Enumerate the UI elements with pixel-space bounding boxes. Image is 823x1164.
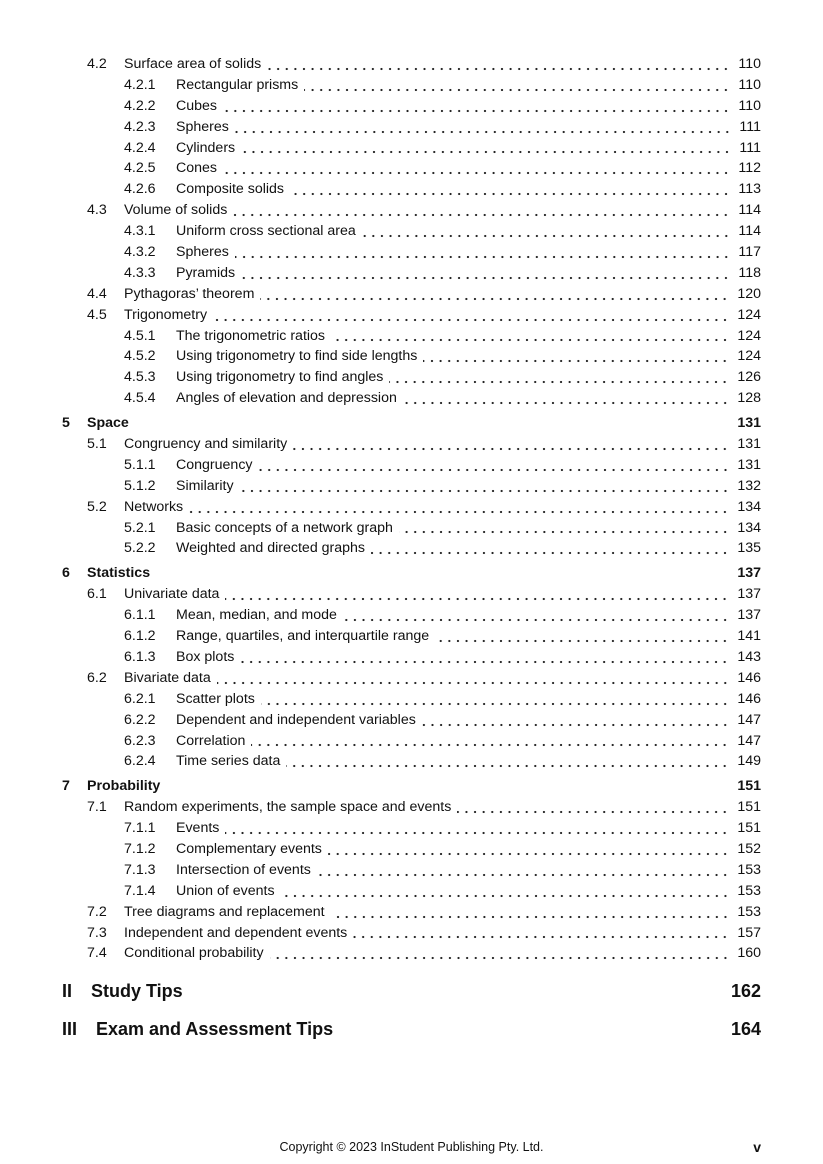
toc-entry-page-number: 153 — [737, 861, 761, 878]
toc-entry-page-number: 151 — [737, 799, 761, 816]
toc-entry-title: Cones — [176, 160, 218, 177]
dot-leader — [240, 476, 730, 497]
part-page-number: 164 — [730, 1019, 761, 1039]
toc-entry-page-number: 153 — [737, 903, 761, 920]
toc-entry-title: Random experiments, the sample space and events — [124, 799, 452, 816]
toc-entry-number: 4.2 — [87, 56, 107, 72]
toc-entry-title: Box plots — [176, 648, 235, 665]
toc-entry-title: Congruency — [176, 456, 253, 473]
toc-entry-number: 7.3 — [87, 924, 107, 941]
dot-leader — [223, 158, 730, 179]
page-footer — [0, 1138, 823, 1156]
toc-entry-number: 7 — [62, 778, 70, 795]
toc-entry-title: Pythagoras’ theorem — [124, 285, 255, 302]
toc-entry-page-number: 126 — [737, 369, 761, 386]
toc-entry-page-number: 149 — [737, 753, 761, 770]
toc-entry-page-number: 110 — [738, 76, 761, 93]
toc-entry-number: 4.3 — [87, 202, 107, 219]
part-title: Exam and Assessment Tips — [96, 1019, 334, 1039]
dot-leader — [217, 668, 730, 689]
toc-entry-sub[interactable] — [0, 751, 823, 772]
toc-entry-title: Univariate data — [124, 586, 220, 603]
dot-leader — [293, 434, 729, 455]
toc-entry-sub[interactable] — [0, 731, 823, 752]
toc-entry-number: 4.2.6 — [124, 181, 156, 198]
toc-entry-page-number: 134 — [737, 519, 761, 536]
toc-entry-title: Using trigonometry to find side lengths — [176, 348, 418, 365]
toc-entry-title: Rectangular prisms — [176, 76, 299, 93]
toc-entry-number: 6.1.2 — [124, 628, 156, 645]
toc-entry-title: Angles of elevation and depression — [176, 390, 397, 407]
toc-entry-number: 7.1.2 — [124, 840, 156, 857]
toc-entry-section[interactable] — [0, 943, 823, 964]
toc-entry-section[interactable] — [0, 434, 823, 455]
toc-entry-sub[interactable] — [0, 881, 823, 902]
table-of-contents — [0, 54, 823, 964]
toc-entry-page-number: 141 — [737, 628, 761, 645]
toc-entry-page-number: 157 — [737, 924, 761, 941]
toc-entry-number: 4.4 — [87, 285, 107, 302]
toc-entry-title: Weighted and directed graphs — [176, 540, 366, 557]
toc-entry-number: 4.5.4 — [124, 390, 156, 407]
dot-leader — [328, 839, 729, 860]
toc-entry-page-number: 112 — [738, 160, 761, 177]
toc-entry-sub[interactable] — [0, 860, 823, 881]
toc-entry-number: 7.2 — [87, 903, 107, 920]
toc-entry-title: Union of events — [176, 882, 275, 899]
toc-entry-number: 6.1.3 — [124, 648, 156, 665]
toc-entry-title: Mean, median, and mode — [176, 607, 337, 624]
toc-entry-number: 4.5.1 — [124, 327, 156, 344]
dot-leader — [435, 626, 729, 647]
toc-entry-sub[interactable] — [0, 242, 823, 263]
toc-entry-section[interactable] — [0, 797, 823, 818]
dot-leader — [241, 263, 730, 284]
toc-entry-title: Surface area of solids — [124, 56, 262, 72]
toc-entry-section[interactable] — [0, 923, 823, 944]
toc-entry-number: 5.1.2 — [124, 477, 156, 494]
toc-entry-sub[interactable] — [0, 626, 823, 647]
toc-entry-page-number: 124 — [737, 348, 761, 365]
dot-leader — [399, 518, 729, 539]
toc-entry-chapter[interactable] — [0, 776, 823, 797]
toc-entry-title: Congruency and similarity — [124, 436, 288, 453]
toc-entry-title: Scatter plots — [176, 690, 255, 707]
toc-entry-number: 6.2.4 — [124, 753, 156, 770]
dot-leader — [225, 584, 729, 605]
toc-entry-sub[interactable] — [0, 605, 823, 626]
toc-entry-sub[interactable] — [0, 179, 823, 200]
dot-leader — [235, 242, 731, 263]
toc-entry-sub[interactable] — [0, 367, 823, 388]
toc-entry-number: 4.2.4 — [124, 139, 156, 156]
part-page-number: 162 — [730, 981, 761, 1001]
toc-entry-sub[interactable] — [0, 710, 823, 731]
toc-entry-title: Uniform cross sectional area — [176, 223, 356, 240]
toc-entry-section[interactable] — [0, 305, 823, 326]
toc-entry-page-number: 135 — [737, 540, 761, 557]
toc-entry-title: Statistics — [87, 565, 151, 582]
toc-entry-title: Tree diagrams and replacement — [124, 903, 325, 920]
dot-leader — [304, 75, 730, 96]
dot-leader — [403, 388, 729, 409]
toc-entry-page-number: 137 — [737, 586, 761, 603]
toc-entry-sub[interactable] — [0, 263, 823, 284]
dot-leader — [331, 902, 730, 923]
toc-entry-number: 4.3.2 — [124, 244, 156, 261]
toc-entry-sub[interactable] — [0, 96, 823, 117]
toc-entry-title: The trigonometric ratios — [176, 327, 326, 344]
toc-entry-number: 6.1.1 — [124, 607, 156, 624]
dot-leader — [353, 923, 729, 944]
toc-entry-page-number: 146 — [737, 690, 761, 707]
toc-entry-title: Pyramids — [176, 264, 236, 281]
toc-entry-page-number: 124 — [737, 306, 761, 323]
dot-leader — [290, 179, 730, 200]
dot-leader — [331, 326, 729, 347]
toc-entry-page-number: 114 — [738, 223, 761, 240]
toc-entry-number: 4.5 — [87, 306, 107, 323]
toc-entry-number: 4.3.3 — [124, 264, 156, 281]
toc-entry-page-number: 160 — [737, 945, 761, 962]
dot-leader — [233, 200, 730, 221]
toc-entry-page-number: 151 — [737, 820, 761, 837]
toc-entry-page-number: 114 — [738, 202, 761, 219]
toc-entry-section[interactable] — [0, 668, 823, 689]
toc-entry-sub[interactable] — [0, 455, 823, 476]
dot-leader — [270, 943, 730, 964]
toc-entry-number: 4.2.3 — [124, 118, 156, 135]
toc-entry-title: Independent and dependent events — [124, 924, 348, 941]
toc-entry-page-number: 131 — [737, 415, 761, 432]
toc-entry-page-number: 134 — [737, 498, 761, 515]
toc-entry-number: 4.5.2 — [124, 348, 156, 365]
toc-entry-number: 7.4 — [87, 945, 107, 962]
dot-leader — [343, 605, 729, 626]
toc-entry-page-number: 111 — [739, 118, 761, 135]
toc-entry-sub[interactable] — [0, 538, 823, 559]
toc-entry-number: 5.2 — [87, 498, 107, 515]
dot-leader — [241, 138, 731, 159]
toc-entry-number: 4.2.2 — [124, 97, 156, 114]
toc-entry-title: Range, quartiles, and interquartile range — [176, 628, 430, 645]
dot-leader — [261, 689, 729, 710]
dot-leader — [317, 860, 729, 881]
dot-leader — [371, 538, 729, 559]
copyright-notice: Copyright © 2023 InStudent Publishing Pty. Ltd. — [279, 1140, 544, 1154]
dot-leader — [389, 367, 729, 388]
toc-entry-number: 6.2.3 — [124, 732, 156, 749]
toc-entry-page-number: 111 — [739, 139, 761, 156]
part-number: III — [62, 1019, 78, 1039]
toc-entry-page-number: 151 — [737, 778, 761, 795]
toc-entry-title: Using trigonometry to find angles — [176, 369, 384, 386]
dot-leader — [422, 710, 730, 731]
toc-entry-page-number: 110 — [738, 56, 761, 72]
toc-entry-section[interactable] — [0, 497, 823, 518]
dot-leader — [240, 647, 729, 668]
toc-entry-sub[interactable] — [0, 221, 823, 242]
toc-entry-title: Bivariate data — [124, 669, 211, 686]
toc-entry-title: Probability — [87, 778, 161, 795]
toc-entry-sub[interactable] — [0, 518, 823, 539]
toc-entry-page-number: 117 — [738, 244, 761, 261]
toc-entry-page-number: 147 — [737, 732, 761, 749]
toc-entry-number: 7.1.3 — [124, 861, 156, 878]
page-number: v — [753, 1139, 761, 1155]
toc-entry-page-number: 128 — [737, 390, 761, 407]
toc-entry-section[interactable] — [0, 902, 823, 923]
toc-entry-section[interactable] — [0, 584, 823, 605]
toc-entry-sub[interactable] — [0, 818, 823, 839]
toc-entry-title: Events — [176, 820, 220, 837]
toc-entry-page-number: 137 — [737, 607, 761, 624]
toc-entry-sub[interactable] — [0, 346, 823, 367]
dot-leader — [260, 284, 729, 305]
toc-entry-sub[interactable] — [0, 476, 823, 497]
toc-entry-number: 6 — [62, 565, 70, 582]
toc-entry-title: Intersection of events — [176, 861, 311, 878]
toc-entry-chapter[interactable] — [0, 413, 823, 434]
toc-entry-page-number: 131 — [737, 436, 761, 453]
dot-leader — [223, 96, 730, 117]
dot-leader — [281, 881, 730, 902]
toc-entry-page-number: 153 — [737, 882, 761, 899]
toc-entry-page-number: 120 — [737, 285, 761, 302]
toc-entry-page-number: 152 — [737, 840, 761, 857]
toc-entry-sub[interactable] — [0, 158, 823, 179]
toc-entry-number: 7.1.4 — [124, 882, 156, 899]
dot-leader — [235, 117, 732, 138]
toc-entry-title: Volume of solids — [124, 202, 228, 219]
toc-entry-page-number: 147 — [737, 711, 761, 728]
toc-entry-page-number: 146 — [737, 669, 761, 686]
toc-entry-number: 6.2 — [87, 669, 107, 686]
part-entry-study-tips[interactable] — [0, 978, 823, 1004]
part-entry-exam-tips[interactable] — [0, 1016, 823, 1042]
part-number: II — [62, 981, 73, 1001]
toc-entry-sub[interactable] — [0, 388, 823, 409]
toc-entry-sub[interactable] — [0, 326, 823, 347]
toc-entry-page-number: 143 — [737, 648, 761, 665]
toc-entry-title: Complementary events — [176, 840, 322, 857]
part-title: Study Tips — [91, 981, 183, 1001]
toc-entry-page-number: 124 — [737, 327, 761, 344]
toc-entry-sub[interactable] — [0, 839, 823, 860]
dot-leader — [286, 751, 729, 772]
toc-entry-number: 7.1 — [87, 799, 107, 816]
toc-entry-chapter[interactable] — [0, 563, 823, 584]
toc-entry-page-number: 132 — [737, 477, 761, 494]
dot-leader — [267, 54, 730, 75]
toc-entry-title: Networks — [124, 498, 184, 515]
toc-entry-section[interactable] — [0, 284, 823, 305]
dot-leader — [362, 221, 731, 242]
toc-entry-sub[interactable] — [0, 689, 823, 710]
toc-entry-sub[interactable] — [0, 647, 823, 668]
dot-leader — [213, 305, 729, 326]
toc-entry-number: 5.2.1 — [124, 519, 156, 536]
toc-entry-title: Space — [87, 415, 129, 432]
toc-entry-number: 6.2.2 — [124, 711, 156, 728]
toc-entry-number: 6.1 — [87, 586, 107, 603]
toc-entry-page-number: 131 — [737, 456, 761, 473]
dot-leader — [457, 797, 729, 818]
toc-entry-number: 5.2.2 — [124, 540, 156, 557]
dot-leader — [259, 455, 730, 476]
toc-entry-title: Similarity — [176, 477, 234, 494]
toc-entry-number: 5.1 — [87, 436, 107, 453]
toc-entry-title: Dependent and independent variables — [176, 711, 416, 728]
toc-entry-title: Composite solids — [176, 181, 285, 198]
toc-entry-number: 6.2.1 — [124, 690, 156, 707]
toc-entry-title: Spheres — [176, 244, 229, 261]
toc-entry-number: 7.1.1 — [124, 820, 156, 837]
toc-entry-number: 4.5.3 — [124, 369, 156, 386]
toc-entry-number: 4.2.5 — [124, 160, 156, 177]
toc-entry-title: Time series data — [176, 753, 281, 770]
dot-leader — [423, 346, 729, 367]
toc-entry-number: 5.1.1 — [124, 456, 156, 473]
toc-entry-title: Cylinders — [176, 139, 236, 156]
toc-entry-title: Conditional probability — [124, 945, 264, 962]
toc-entry-title: Cubes — [176, 97, 218, 114]
toc-entry-title: Trigonometry — [124, 306, 208, 323]
toc-entry-page-number: 137 — [737, 565, 761, 582]
toc-entry-number: 4.3.1 — [124, 223, 156, 240]
toc-entry-sub[interactable] — [0, 117, 823, 138]
dot-leader — [189, 497, 729, 518]
dot-leader — [225, 818, 729, 839]
dot-leader — [251, 731, 729, 752]
toc-entry-page-number: 118 — [738, 264, 761, 281]
toc-entry-number: 5 — [62, 415, 70, 432]
toc-entry-number: 4.2.1 — [124, 76, 156, 93]
toc-entry-section[interactable] — [0, 200, 823, 221]
toc-entry-section[interactable] — [0, 54, 823, 75]
toc-entry-sub[interactable] — [0, 138, 823, 159]
toc-entry-sub[interactable] — [0, 75, 823, 96]
toc-entry-page-number: 113 — [738, 181, 761, 198]
toc-entry-page-number: 110 — [738, 97, 761, 114]
toc-entry-title: Correlation — [176, 732, 246, 749]
toc-entry-title: Basic concepts of a network graph — [176, 519, 393, 536]
toc-entry-title: Spheres — [176, 118, 229, 135]
